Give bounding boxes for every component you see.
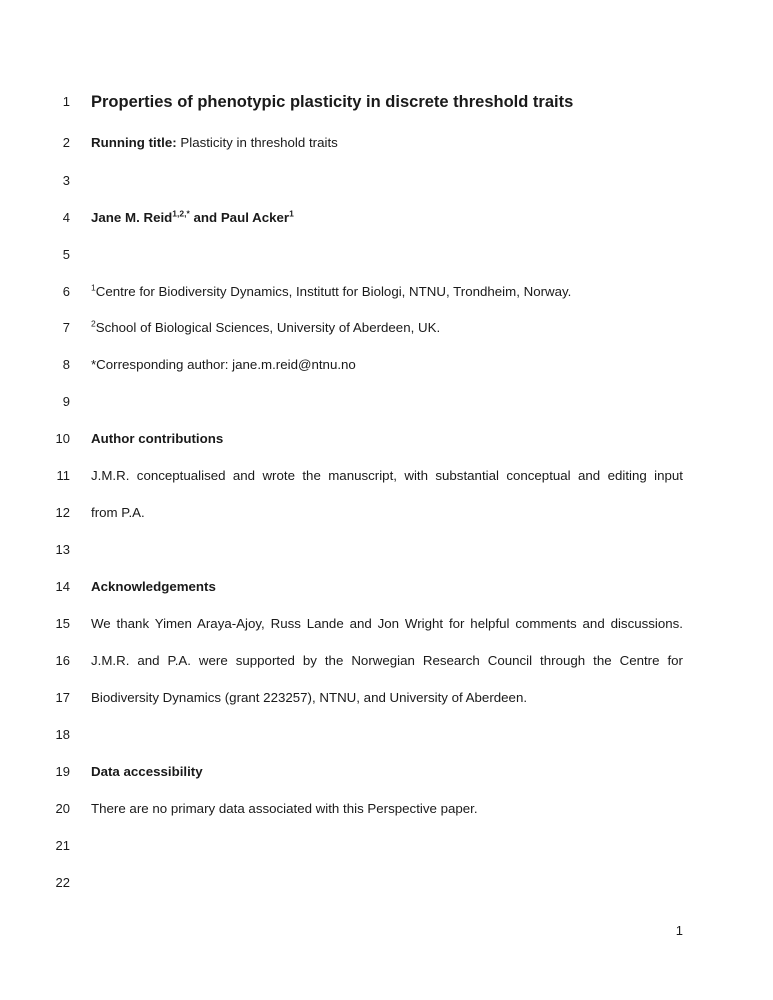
line-6 xyxy=(0,282,773,302)
line-12 xyxy=(0,503,773,523)
line-number: 19 xyxy=(55,764,70,779)
acknowledgements-heading: Acknowledgements xyxy=(91,579,216,594)
affiliation-2-text: School of Biological Sciences, University of Aberdeen, UK. xyxy=(95,320,441,335)
author-contributions-text-2: from P.A. xyxy=(91,505,145,520)
running-title-text: Plasticity in threshold traits xyxy=(180,135,338,150)
author-1-affiliation: 1,2,* xyxy=(172,208,190,219)
affiliation-1 xyxy=(91,282,683,302)
line-number: 3 xyxy=(62,173,70,188)
line-4 xyxy=(0,208,773,228)
data-accessibility-heading: Data accessibility xyxy=(91,764,203,779)
line-number: 18 xyxy=(55,727,70,742)
acknowledgements-text-3: Biodiversity Dynamics (grant 223257), NTNU, and University of Aberdeen. xyxy=(91,690,528,705)
page-number: 1 xyxy=(675,923,683,938)
line-9 xyxy=(0,392,773,412)
paper-title: Properties of phenotypic plasticity in discrete threshold traits xyxy=(91,93,574,111)
line-18 xyxy=(0,725,773,745)
running-title-label: Running title: xyxy=(91,135,177,150)
line-number: 13 xyxy=(55,542,70,557)
line-10 xyxy=(0,429,773,449)
line-14 xyxy=(0,577,773,597)
line-11 xyxy=(0,466,773,486)
corresponding-author: *Corresponding author: jane.m.reid@ntnu.no xyxy=(91,357,356,372)
running-title xyxy=(91,133,683,153)
line-3 xyxy=(0,171,773,191)
line-number: 21 xyxy=(55,838,70,853)
line-number: 11 xyxy=(56,468,70,483)
author-contributions-text-1: J.M.R. conceptualised and wrote the manuscript, with substantial conceptual and editing input xyxy=(91,468,683,483)
line-number: 2 xyxy=(62,135,70,150)
line-number: 4 xyxy=(62,210,70,225)
line-16 xyxy=(0,651,773,671)
line-number: 22 xyxy=(55,875,70,890)
line-number: 7 xyxy=(62,320,70,335)
line-number: 5 xyxy=(62,247,70,262)
line-5 xyxy=(0,245,773,265)
line-1 xyxy=(0,92,773,112)
line-19 xyxy=(0,762,773,782)
line-number: 12 xyxy=(55,505,70,520)
line-number: 8 xyxy=(62,357,70,372)
line-number: 16 xyxy=(55,653,70,668)
line-8 xyxy=(0,355,773,375)
acknowledgements-text-1: We thank Yimen Araya-Ajoy, Russ Lande and Jon Wright for helpful comments and discussions. xyxy=(91,616,683,631)
line-22 xyxy=(0,873,773,893)
affiliation-2-marker: 2 xyxy=(91,318,96,329)
line-20 xyxy=(0,799,773,819)
line-number: 15 xyxy=(55,616,70,631)
acknowledgements-text-2: J.M.R. and P.A. were supported by the Norwegian Research Council through the Centre for xyxy=(91,653,683,668)
line-17 xyxy=(0,688,773,708)
author-list xyxy=(91,208,683,228)
line-number: 10 xyxy=(55,431,70,446)
author-1: Jane M. Reid xyxy=(91,210,173,225)
author-2-affiliation: 1 xyxy=(289,208,294,219)
line-15 xyxy=(0,614,773,634)
line-number: 20 xyxy=(55,801,70,816)
data-accessibility-text: There are no primary data associated with this Perspective paper. xyxy=(91,801,478,816)
affiliation-1-marker: 1 xyxy=(91,282,96,293)
author-contributions-heading: Author contributions xyxy=(91,431,224,446)
line-7 xyxy=(0,318,773,338)
affiliation-1-text: Centre for Biodiversity Dynamics, Institutt for Biologi, NTNU, Trondheim, Norway. xyxy=(95,284,572,299)
line-number: 9 xyxy=(62,394,70,409)
line-number: 1 xyxy=(62,94,70,109)
line-13 xyxy=(0,540,773,560)
line-2 xyxy=(0,133,773,153)
line-21 xyxy=(0,836,773,856)
line-number: 14 xyxy=(55,579,70,594)
line-number: 17 xyxy=(55,690,70,705)
author-2: and Paul Acker xyxy=(193,210,290,225)
affiliation-2 xyxy=(91,318,683,338)
line-number: 6 xyxy=(62,284,70,299)
